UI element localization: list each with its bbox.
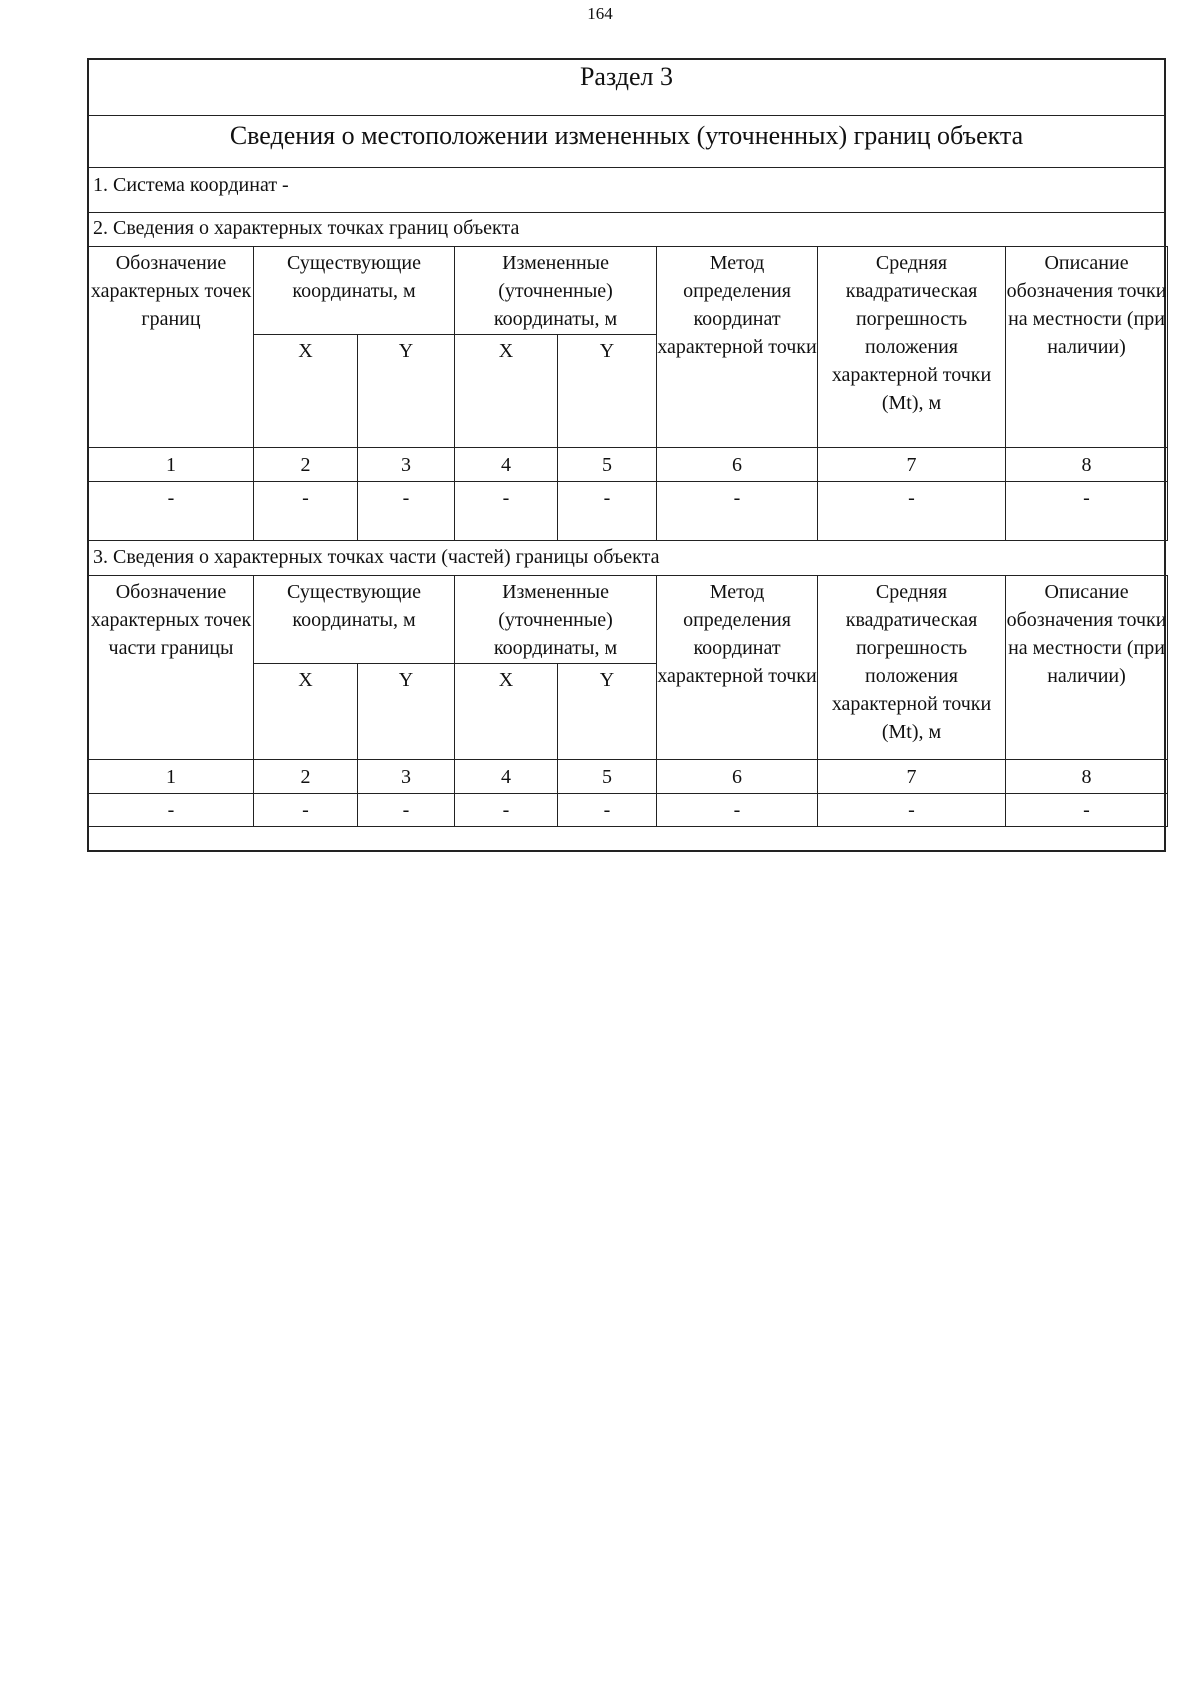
column-number: 3 xyxy=(358,448,455,482)
header-changed-y: Y xyxy=(558,335,657,448)
table-cell: - xyxy=(455,482,558,541)
table-cell: - xyxy=(254,482,358,541)
section-frame xyxy=(87,58,1166,852)
part-boundary-points-label: 3. Сведения о характерных точках части (частей) границы объекта xyxy=(93,546,660,568)
header-method: Метод определения координат характерной точки xyxy=(657,247,818,448)
header-method: Метод определения координат характерной точки xyxy=(657,576,818,760)
divider xyxy=(89,212,1164,213)
header-point-description: Описание обозначения точки на местности (при наличии) xyxy=(1006,247,1168,448)
table-cell: - xyxy=(558,482,657,541)
column-number: 8 xyxy=(1006,760,1168,794)
column-number: 1 xyxy=(89,760,254,794)
divider xyxy=(89,167,1164,168)
table-cell: - xyxy=(254,794,358,827)
column-number: 8 xyxy=(1006,448,1168,482)
column-number: 6 xyxy=(657,448,818,482)
table-cell: - xyxy=(358,482,455,541)
column-number: 3 xyxy=(358,760,455,794)
header-existing-y: Y xyxy=(358,335,455,448)
column-number: 1 xyxy=(89,448,254,482)
column-number: 6 xyxy=(657,760,818,794)
table-cell: - xyxy=(455,794,558,827)
column-number: 2 xyxy=(254,760,358,794)
column-number: 4 xyxy=(455,760,558,794)
section-subtitle: Сведения о местоположении измененных (уточненных) границ объекта xyxy=(229,121,1024,150)
section-title: Раздел 3 xyxy=(579,62,674,91)
table-cell: - xyxy=(1006,482,1168,541)
part-boundary-points-table xyxy=(88,575,1168,827)
column-number: 5 xyxy=(558,448,657,482)
page-number: 164 xyxy=(587,4,613,23)
header-changed-coordinates: Измененные (уточненные) координаты, м xyxy=(455,576,657,664)
header-changed-x: X xyxy=(455,664,558,760)
table-cell: - xyxy=(657,794,818,827)
column-number: 5 xyxy=(558,760,657,794)
table-cell: - xyxy=(818,794,1006,827)
table-cell: - xyxy=(89,794,254,827)
header-existing-x: X xyxy=(254,335,358,448)
header-mean-square-error: Средняя квадратическая погрешность положения характерной точки (Mt), м xyxy=(818,576,1006,760)
table-cell: - xyxy=(558,794,657,827)
table-cell: - xyxy=(1006,794,1168,827)
boundary-points-label: 2. Сведения о характерных точках границ объекта xyxy=(93,217,520,239)
header-changed-x: X xyxy=(455,335,558,448)
column-number: 7 xyxy=(818,760,1006,794)
coordinate-system-label: 1. Система координат - xyxy=(93,174,289,196)
column-number: 2 xyxy=(254,448,358,482)
header-existing-x: X xyxy=(254,664,358,760)
header-existing-y: Y xyxy=(358,664,455,760)
divider xyxy=(89,115,1164,116)
table-cell: - xyxy=(657,482,818,541)
header-existing-coordinates: Существующие координаты, м xyxy=(254,576,455,664)
header-mean-square-error: Средняя квадратическая погрешность положения характерной точки (Mt), м xyxy=(818,247,1006,448)
header-designation: Обозначение характерных точек границ xyxy=(89,247,254,448)
table-cell: - xyxy=(358,794,455,827)
header-changed-y: Y xyxy=(558,664,657,760)
table-cell: - xyxy=(89,482,254,541)
column-number: 4 xyxy=(455,448,558,482)
column-number: 7 xyxy=(818,448,1006,482)
header-designation: Обозначение характерных точек части границы xyxy=(89,576,254,760)
header-existing-coordinates: Существующие координаты, м xyxy=(254,247,455,335)
header-point-description: Описание обозначения точки на местности (при наличии) xyxy=(1006,576,1168,760)
boundary-points-table xyxy=(88,246,1168,541)
header-changed-coordinates: Измененные (уточненные) координаты, м xyxy=(455,247,657,335)
table-cell: - xyxy=(818,482,1006,541)
